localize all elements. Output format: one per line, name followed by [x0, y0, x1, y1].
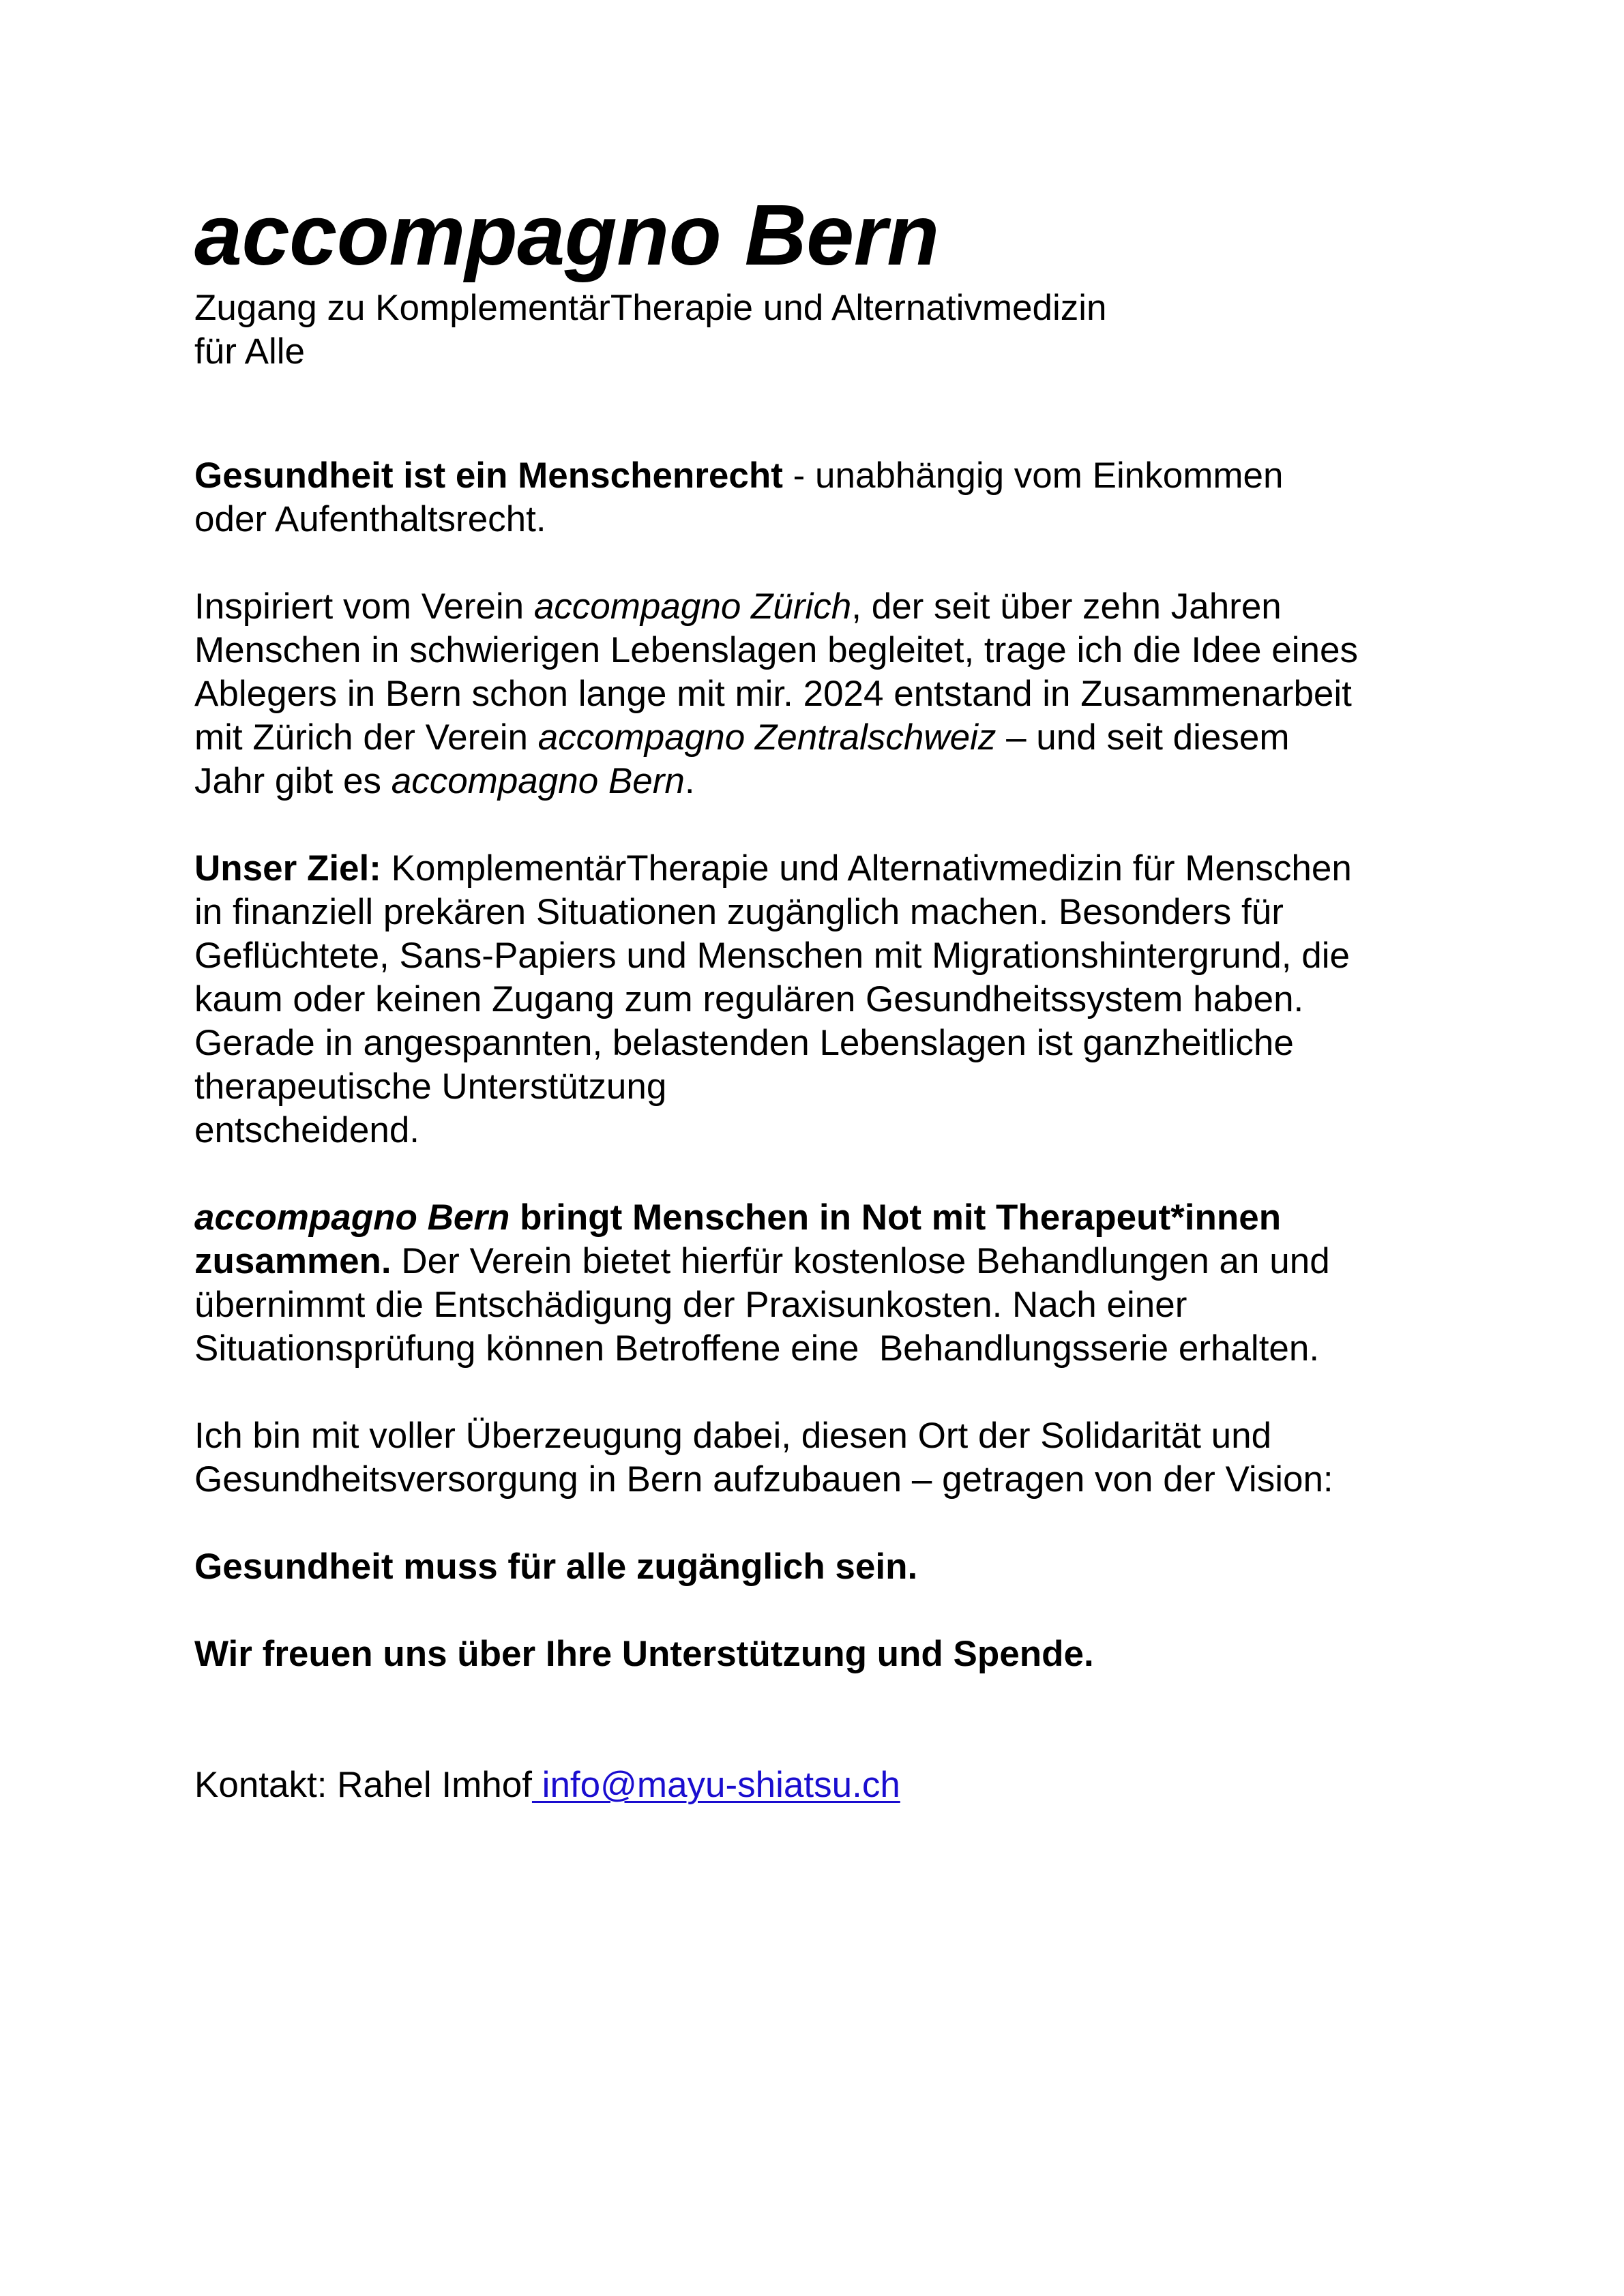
contact-email-link[interactable]: info@mayu-shiatsu.ch — [531, 1765, 900, 1805]
paragraph-text: oder Aufenthaltsrecht. — [194, 499, 546, 539]
paragraph-text: entscheidend. — [194, 1110, 420, 1150]
paragraph-text: . — [684, 761, 695, 801]
paragraph-text: KomplementärTherapie und Alternativmedizin für Menschen — [381, 848, 1352, 889]
organization-name: accompagno Zürich — [533, 586, 852, 627]
paragraph-mission — [194, 1196, 1490, 1371]
paragraph-conviction — [194, 1414, 1490, 1502]
paragraph-text: , der seit über zehn Jahren — [851, 586, 1282, 627]
document-subtitle — [194, 286, 1490, 374]
paragraph-text: Der Verein bietet hierfür kostenlose Behandlungen an und — [391, 1241, 1330, 1281]
paragraph-text: kaum oder keinen Zugang zum regulären Gesundheitssystem haben. — [194, 979, 1304, 1019]
support-statement: Wir freuen uns über Ihre Unterstützung und Spende. — [194, 1634, 1094, 1674]
bold-statement: bringt Menschen in Not mit Therapeut*innen — [510, 1197, 1282, 1238]
paragraph-text: übernimmt die Entschädigung der Praxisunkosten. Nach einer — [194, 1285, 1187, 1325]
paragraph-inspiration — [194, 585, 1490, 803]
paragraph-text: Situationsprüfung können Betroffene eine Behandlungsserie erhalten. — [194, 1328, 1320, 1369]
organization-name: accompagno Zentralschweiz — [537, 717, 996, 758]
document-content — [194, 184, 1490, 1807]
subtitle-line: Zugang zu KomplementärTherapie und Alternativmedizin — [194, 288, 1107, 328]
subtitle-line: für Alle — [194, 331, 306, 372]
document-title: accompagno Bern — [194, 187, 939, 283]
paragraph-text: - unabhängig vom Einkommen — [782, 456, 1284, 496]
paragraph-text: Ich bin mit voller Überzeugung dabei, diesen Ort der Solidarität und — [194, 1416, 1272, 1456]
paragraph-text: mit Zürich der Verein — [194, 717, 538, 758]
paragraph-text: Inspiriert vom Verein — [194, 586, 534, 627]
paragraph-human-right — [194, 454, 1490, 541]
paragraph-text: therapeutische Unterstützung — [194, 1067, 667, 1107]
paragraph-text: Jahr gibt es — [194, 761, 392, 801]
paragraph-goal — [194, 847, 1490, 1152]
bold-statement: Gesundheit ist ein Menschenrecht — [194, 456, 783, 496]
bold-statement: zusammen. — [194, 1241, 392, 1281]
contact-label: Kontakt: Rahel Imhof — [194, 1765, 532, 1805]
paragraph-text: Menschen in schwierigen Lebenslagen begleitet, trage ich die Idee eines — [194, 630, 1358, 670]
paragraph-text: Geflüchtete, Sans-Papiers und Menschen mit Migrationshintergrund, die — [194, 936, 1350, 976]
paragraph-text: Ablegers in Bern schon lange mit mir. 2024 entstand in Zusammenarbeit — [194, 674, 1352, 714]
paragraph-text: – und seit diesem — [996, 717, 1290, 758]
organization-name: accompagno Bern — [391, 761, 685, 801]
paragraph-text: Gerade in angespannten, belastenden Lebenslagen ist ganzheitliche — [194, 1023, 1294, 1063]
paragraph-text: Gesundheitsversorgung in Bern aufzubauen – getragen von der Vision: — [194, 1459, 1333, 1500]
contact-line — [194, 1763, 1490, 1807]
paragraph-text: in finanziell prekären Situationen zugänglich machen. Besonders für — [194, 892, 1284, 932]
goal-label: Unser Ziel: — [194, 848, 381, 889]
vision-statement: Gesundheit muss für alle zugänglich sein. — [194, 1547, 918, 1587]
organization-name: accompagno Bern — [194, 1197, 510, 1238]
